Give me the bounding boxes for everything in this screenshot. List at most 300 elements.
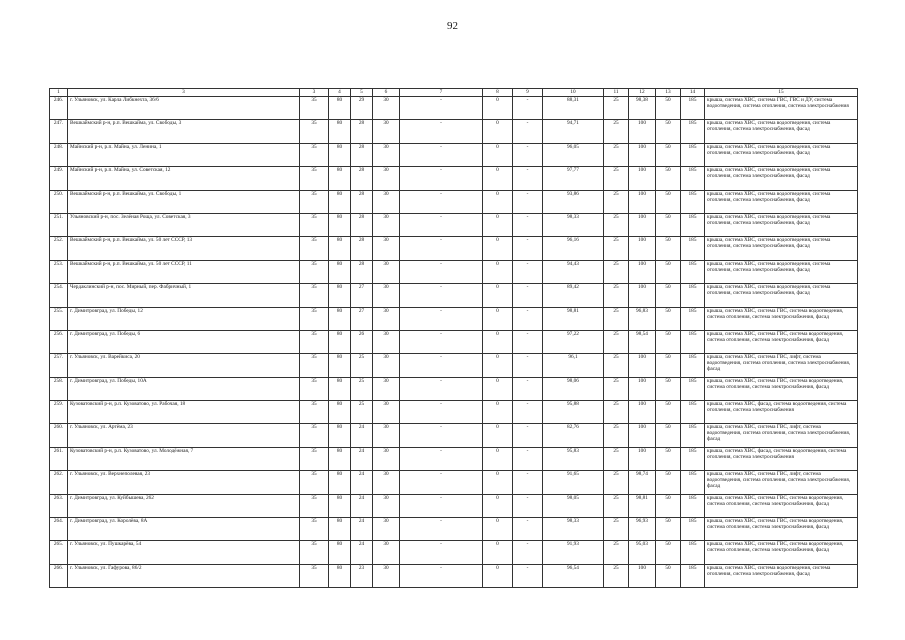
cell-c3: 35 (300, 541, 329, 564)
cell-addr: Кузоватовский р-н, р.п. Кузоватово, ул. Молодёжная, 7 (68, 447, 300, 470)
cell-c4: 80 (329, 167, 351, 190)
cell-c14: 185 (681, 97, 705, 120)
cell-c4: 80 (329, 260, 351, 283)
column-header: 8 (483, 89, 513, 97)
cell-n: 248. (50, 143, 68, 166)
cell-addr: г. Ульяновск, ул. Пушкарёва, 54 (68, 541, 300, 564)
cell-c5: 28 (351, 190, 373, 213)
cell-addr: Вешкаймский р-н, р.п. Вешкайма, ул. 50 лет СССР, 11 (68, 260, 300, 283)
table-row (50, 97, 858, 120)
cell-c10: 91,65 (543, 471, 604, 494)
cell-c10: 94,43 (543, 260, 604, 283)
cell-c14: 185 (681, 237, 705, 260)
cell-c6: 30 (373, 447, 400, 470)
cell-c13: 50 (656, 143, 681, 166)
cell-c4: 80 (329, 120, 351, 143)
cell-c13: 50 (656, 97, 681, 120)
cell-c7: - (400, 167, 483, 190)
cell-c12: 100 (629, 354, 656, 377)
cell-c5: 28 (351, 213, 373, 236)
cell-c11: 25 (604, 330, 629, 353)
cell-c10: 88,31 (543, 97, 604, 120)
cell-c14: 185 (681, 260, 705, 283)
cell-c7: - (400, 284, 483, 307)
cell-c7: - (400, 307, 483, 330)
cell-c4: 80 (329, 143, 351, 166)
cell-c3: 35 (300, 97, 329, 120)
cell-addr: Кузоватовский р-н, р.п. Кузоватово, ул. Рабочая, 18 (68, 401, 300, 424)
cell-c7: - (400, 564, 483, 587)
cell-c10: 91,93 (543, 541, 604, 564)
cell-c11: 25 (604, 354, 629, 377)
table-row (50, 447, 858, 470)
cell-c3: 35 (300, 167, 329, 190)
cell-addr: Ульяновский р-н, пос. Зелёная Роща, ул. Советская, 3 (68, 213, 300, 236)
cell-works: крыша, система ХВС, система водоотведения, система отопления, система электроснабжения, фасад (705, 284, 858, 307)
table-row (50, 213, 858, 236)
cell-c3: 35 (300, 190, 329, 213)
cell-c14: 185 (681, 541, 705, 564)
cell-c8: 0 (483, 120, 513, 143)
table-row (50, 541, 858, 564)
cell-c7: - (400, 424, 483, 447)
cell-c13: 50 (656, 401, 681, 424)
cell-c3: 35 (300, 471, 329, 494)
cell-c9: - (513, 354, 543, 377)
cell-works: крыша, система ХВС, фасад, система водоотведения, система отопления, система электроснабжения (705, 401, 858, 424)
cell-works: крыша, система ХВС, система водоотведения, система отопления, система электроснабжения, фасад (705, 143, 858, 166)
cell-c12: 100 (629, 143, 656, 166)
column-header: 9 (513, 89, 543, 97)
table-row (50, 401, 858, 424)
column-header: 7 (400, 89, 483, 97)
cell-n: 260. (50, 424, 68, 447)
column-header: 15 (705, 89, 858, 97)
table-row (50, 494, 858, 517)
cell-c12: 100 (629, 213, 656, 236)
cell-c7: - (400, 354, 483, 377)
cell-c5: 23 (351, 564, 373, 587)
cell-c13: 50 (656, 494, 681, 517)
cell-c6: 30 (373, 330, 400, 353)
cell-c7: - (400, 377, 483, 400)
cell-c4: 80 (329, 284, 351, 307)
cell-c13: 50 (656, 190, 681, 213)
column-header: 3 (68, 89, 300, 97)
cell-c5: 28 (351, 237, 373, 260)
cell-c4: 80 (329, 237, 351, 260)
cell-c3: 35 (300, 447, 329, 470)
cell-c4: 80 (329, 97, 351, 120)
cell-addr: г. Димитровград, ул. Победы, 12 (68, 307, 300, 330)
cell-addr: г. Димитровград, ул. Куйбышева, 262 (68, 494, 300, 517)
cell-c11: 25 (604, 120, 629, 143)
column-number-row (50, 89, 858, 97)
cell-c11: 25 (604, 167, 629, 190)
cell-c13: 50 (656, 377, 681, 400)
cell-c11: 25 (604, 518, 629, 541)
cell-c4: 80 (329, 564, 351, 587)
column-header: 14 (681, 89, 705, 97)
cell-c7: - (400, 471, 483, 494)
cell-c5: 25 (351, 377, 373, 400)
cell-n: 259. (50, 401, 68, 424)
cell-c14: 185 (681, 447, 705, 470)
table-row (50, 260, 858, 283)
cell-c5: 26 (351, 330, 373, 353)
column-header: 11 (604, 89, 629, 97)
cell-c4: 80 (329, 330, 351, 353)
column-header: 12 (629, 89, 656, 97)
cell-c4: 80 (329, 401, 351, 424)
cell-c10: 95,88 (543, 401, 604, 424)
cell-c13: 50 (656, 471, 681, 494)
cell-c10: 96,05 (543, 143, 604, 166)
cell-c5: 28 (351, 143, 373, 166)
cell-c5: 27 (351, 307, 373, 330)
cell-works: крыша, система ХВС, система водоотведения, система отопления, система электроснабжения, фасад (705, 237, 858, 260)
cell-n: 264. (50, 518, 68, 541)
cell-c5: 24 (351, 471, 373, 494)
table-row (50, 518, 858, 541)
cell-c14: 185 (681, 330, 705, 353)
cell-c6: 30 (373, 97, 400, 120)
cell-c5: 27 (351, 284, 373, 307)
table-row (50, 143, 858, 166)
cell-c14: 185 (681, 471, 705, 494)
cell-c6: 30 (373, 190, 400, 213)
cell-c8: 0 (483, 213, 513, 236)
cell-c8: 0 (483, 494, 513, 517)
cell-addr: Вешкаймский р-н, р.п. Вешкайма, ул. Свободы, 1 (68, 190, 300, 213)
cell-c13: 50 (656, 424, 681, 447)
cell-n: 262. (50, 471, 68, 494)
cell-c9: - (513, 471, 543, 494)
cell-c4: 80 (329, 494, 351, 517)
cell-c11: 25 (604, 447, 629, 470)
cell-c3: 35 (300, 284, 329, 307)
cell-c7: - (400, 213, 483, 236)
cell-c8: 0 (483, 143, 513, 166)
cell-c6: 30 (373, 143, 400, 166)
column-header: 3 (300, 89, 329, 97)
cell-c4: 80 (329, 190, 351, 213)
cell-c8: 0 (483, 190, 513, 213)
cell-c8: 0 (483, 447, 513, 470)
cell-c7: - (400, 190, 483, 213)
cell-c3: 35 (300, 354, 329, 377)
cell-c9: - (513, 213, 543, 236)
cell-c14: 185 (681, 190, 705, 213)
cell-c13: 50 (656, 330, 681, 353)
cell-c13: 50 (656, 260, 681, 283)
cell-c5: 28 (351, 167, 373, 190)
cell-c12: 100 (629, 401, 656, 424)
cell-c3: 35 (300, 213, 329, 236)
cell-c9: - (513, 377, 543, 400)
cell-c7: - (400, 401, 483, 424)
cell-c9: - (513, 541, 543, 564)
cell-c9: - (513, 518, 543, 541)
cell-c7: - (400, 494, 483, 517)
cell-n: 249. (50, 167, 68, 190)
cell-c3: 35 (300, 120, 329, 143)
cell-c10: 96,16 (543, 237, 604, 260)
cell-c6: 30 (373, 237, 400, 260)
cell-c6: 30 (373, 167, 400, 190)
cell-c13: 50 (656, 213, 681, 236)
cell-c9: - (513, 424, 543, 447)
cell-c4: 80 (329, 354, 351, 377)
cell-n: 253. (50, 260, 68, 283)
cell-works: крыша, система ХВС, система водоотведения, система отопления, система электроснабжения, фасад (705, 213, 858, 236)
cell-c5: 28 (351, 120, 373, 143)
cell-addr: г. Ульяновск, ул. Карла Либкнехта, 36/6 (68, 97, 300, 120)
cell-c5: 25 (351, 354, 373, 377)
cell-c7: - (400, 518, 483, 541)
cell-c10: 98,05 (543, 494, 604, 517)
cell-c8: 0 (483, 518, 513, 541)
cell-addr: Майнский р-н, р.п. Майна, ул. Советская, 12 (68, 167, 300, 190)
cell-c6: 30 (373, 518, 400, 541)
cell-works: крыша, система ХВС, система ГВС, система водоотведения, система отопления, система электроснабжения, фасад (705, 307, 858, 330)
table-row (50, 424, 858, 447)
cell-c14: 185 (681, 213, 705, 236)
cell-c11: 25 (604, 471, 629, 494)
cell-c4: 80 (329, 377, 351, 400)
cell-c12: 96,93 (629, 518, 656, 541)
cell-c10: 96,1 (543, 354, 604, 377)
cell-c14: 185 (681, 564, 705, 587)
cell-c11: 25 (604, 424, 629, 447)
cell-c6: 30 (373, 213, 400, 236)
cell-c11: 25 (604, 307, 629, 330)
cell-c9: - (513, 447, 543, 470)
cell-works: крыша, система ХВС, система ГВС, система водоотведения, система отопления, система электроснабжения, фасад (705, 541, 858, 564)
cell-works: крыша, система ХВС, система ГВС, лифт, система водоотведения, система отопления, система электроснабжения, фасад (705, 424, 858, 447)
cell-n: 261. (50, 447, 68, 470)
cell-works: крыша, система ХВС, система ГВС, система водоотведения, система отопления, система электроснабжения, фасад (705, 494, 858, 517)
cell-addr: Вешкаймский р-н, р.п. Вешкайма, ул. Свободы, 3 (68, 120, 300, 143)
cell-c14: 185 (681, 401, 705, 424)
cell-n: 257. (50, 354, 68, 377)
cell-c11: 25 (604, 143, 629, 166)
cell-c8: 0 (483, 471, 513, 494)
cell-addr: г. Ульяновск, ул. Артёма, 23 (68, 424, 300, 447)
cell-c10: 94,71 (543, 120, 604, 143)
cell-c13: 50 (656, 284, 681, 307)
cell-c3: 35 (300, 518, 329, 541)
cell-c9: - (513, 120, 543, 143)
cell-c4: 80 (329, 447, 351, 470)
cell-c9: - (513, 494, 543, 517)
cell-works: крыша, система ХВС, система водоотведения, система отопления, система электроснабжения, фасад (705, 190, 858, 213)
column-header: 6 (373, 89, 400, 97)
cell-n: 250. (50, 190, 68, 213)
cell-c7: - (400, 330, 483, 353)
cell-c13: 50 (656, 447, 681, 470)
cell-c10: 98,06 (543, 377, 604, 400)
cell-c12: 98,81 (629, 494, 656, 517)
cell-c10: 89,42 (543, 284, 604, 307)
cell-c13: 50 (656, 120, 681, 143)
cell-c6: 30 (373, 260, 400, 283)
cell-c8: 0 (483, 541, 513, 564)
cell-c6: 30 (373, 120, 400, 143)
cell-c12: 100 (629, 447, 656, 470)
cell-c4: 80 (329, 541, 351, 564)
cell-c3: 35 (300, 330, 329, 353)
cell-c8: 0 (483, 330, 513, 353)
cell-works: крыша, система ХВС, система водоотведения, система отопления, система электроснабжения, фасад (705, 260, 858, 283)
cell-c6: 30 (373, 541, 400, 564)
cell-c8: 0 (483, 564, 513, 587)
cell-c11: 25 (604, 97, 629, 120)
page-number: 92 (447, 20, 458, 32)
cell-c14: 185 (681, 307, 705, 330)
cell-c5: 24 (351, 447, 373, 470)
column-header: 10 (543, 89, 604, 97)
cell-addr: г. Ульяновск, ул. Варейкиса, 20 (68, 354, 300, 377)
column-header: 5 (351, 89, 373, 97)
cell-c10: 98,33 (543, 213, 604, 236)
cell-n: 266. (50, 564, 68, 587)
cell-n: 251. (50, 213, 68, 236)
cell-n: 246. (50, 97, 68, 120)
register-table (49, 88, 858, 588)
column-header: 13 (656, 89, 681, 97)
cell-c3: 35 (300, 424, 329, 447)
cell-c6: 30 (373, 424, 400, 447)
cell-addr: г. Димитровград, ул. Королёва, 8А (68, 518, 300, 541)
cell-c3: 35 (300, 564, 329, 587)
cell-c13: 50 (656, 167, 681, 190)
cell-c11: 25 (604, 190, 629, 213)
cell-c6: 30 (373, 354, 400, 377)
cell-c10: 93,86 (543, 190, 604, 213)
cell-c7: - (400, 447, 483, 470)
cell-c5: 25 (351, 401, 373, 424)
cell-c9: - (513, 284, 543, 307)
cell-c5: 24 (351, 518, 373, 541)
table-row (50, 471, 858, 494)
cell-addr: г. Ульяновск, ул. Гафурова, 86/2 (68, 564, 300, 587)
table-row (50, 120, 858, 143)
cell-n: 252. (50, 237, 68, 260)
column-header: 4 (329, 89, 351, 97)
cell-c9: - (513, 190, 543, 213)
table-row (50, 354, 858, 377)
cell-c13: 50 (656, 518, 681, 541)
table-row (50, 330, 858, 353)
cell-works: крыша, система ХВС, система ГВС, система водоотведения, система отопления, система электроснабжения, фасад (705, 377, 858, 400)
table-row (50, 564, 858, 587)
cell-c13: 50 (656, 541, 681, 564)
cell-c12: 98,38 (629, 97, 656, 120)
cell-c6: 30 (373, 401, 400, 424)
cell-c8: 0 (483, 401, 513, 424)
cell-c7: - (400, 260, 483, 283)
table-row (50, 237, 858, 260)
cell-n: 247. (50, 120, 68, 143)
cell-c5: 24 (351, 424, 373, 447)
cell-c8: 0 (483, 284, 513, 307)
cell-c8: 0 (483, 377, 513, 400)
cell-addr: Чердаклинский р-н, пос. Мирный, пер. Фабричный, 1 (68, 284, 300, 307)
cell-works: крыша, система ХВС, фасад, система водоотведения, система отопления, система электроснабжения (705, 447, 858, 470)
cell-c14: 185 (681, 284, 705, 307)
cell-c9: - (513, 401, 543, 424)
table-row (50, 190, 858, 213)
cell-works: крыша, система ХВС, система ГВС, лифт, система водоотведения, система отопления, система электроснабжения, фасад (705, 471, 858, 494)
cell-c8: 0 (483, 237, 513, 260)
cell-c11: 25 (604, 237, 629, 260)
cell-addr: Вешкаймский р-н, р.п. Вешкайма, ул. 50 лет СССР, 13 (68, 237, 300, 260)
cell-c12: 100 (629, 284, 656, 307)
cell-works: крыша, система ХВС, система водоотведения, система отопления, система электроснабжения, фасад (705, 120, 858, 143)
cell-n: 263. (50, 494, 68, 517)
cell-c12: 98,54 (629, 330, 656, 353)
cell-c3: 35 (300, 494, 329, 517)
cell-n: 265. (50, 541, 68, 564)
cell-c14: 185 (681, 167, 705, 190)
cell-c9: - (513, 97, 543, 120)
cell-c10: 98,33 (543, 518, 604, 541)
cell-c3: 35 (300, 307, 329, 330)
cell-c8: 0 (483, 260, 513, 283)
cell-c4: 80 (329, 307, 351, 330)
cell-works: крыша, система ХВС, система водоотведения, система отопления, система электроснабжения, фасад (705, 167, 858, 190)
cell-c7: - (400, 541, 483, 564)
cell-c10: 97,22 (543, 330, 604, 353)
cell-c6: 30 (373, 284, 400, 307)
cell-c12: 100 (629, 424, 656, 447)
cell-c11: 25 (604, 213, 629, 236)
cell-works: крыша, система ХВС, система ГВС, система водоотведения, система отопления, система электроснабжения, фасад (705, 518, 858, 541)
cell-c4: 80 (329, 518, 351, 541)
cell-c11: 25 (604, 564, 629, 587)
cell-c11: 25 (604, 284, 629, 307)
cell-c14: 185 (681, 143, 705, 166)
cell-c9: - (513, 143, 543, 166)
cell-c6: 30 (373, 564, 400, 587)
cell-c14: 185 (681, 120, 705, 143)
cell-c14: 185 (681, 518, 705, 541)
table-row (50, 284, 858, 307)
cell-c7: - (400, 237, 483, 260)
cell-c5: 28 (351, 260, 373, 283)
cell-c11: 25 (604, 494, 629, 517)
cell-n: 254. (50, 284, 68, 307)
cell-works: крыша, система ХВС, система водоотведения, система отопления, система электроснабжения, фасад (705, 564, 858, 587)
cell-c9: - (513, 330, 543, 353)
cell-c3: 35 (300, 260, 329, 283)
cell-c6: 30 (373, 494, 400, 517)
cell-n: 256. (50, 330, 68, 353)
cell-c7: - (400, 97, 483, 120)
cell-c13: 50 (656, 354, 681, 377)
cell-addr: г. Димитровград, ул. Победы, 10А (68, 377, 300, 400)
table-row (50, 167, 858, 190)
cell-c12: 95,03 (629, 541, 656, 564)
cell-c10: 95,83 (543, 447, 604, 470)
cell-c13: 50 (656, 237, 681, 260)
cell-c14: 185 (681, 494, 705, 517)
cell-c13: 50 (656, 564, 681, 587)
cell-c9: - (513, 167, 543, 190)
cell-c13: 50 (656, 307, 681, 330)
cell-c12: 100 (629, 260, 656, 283)
